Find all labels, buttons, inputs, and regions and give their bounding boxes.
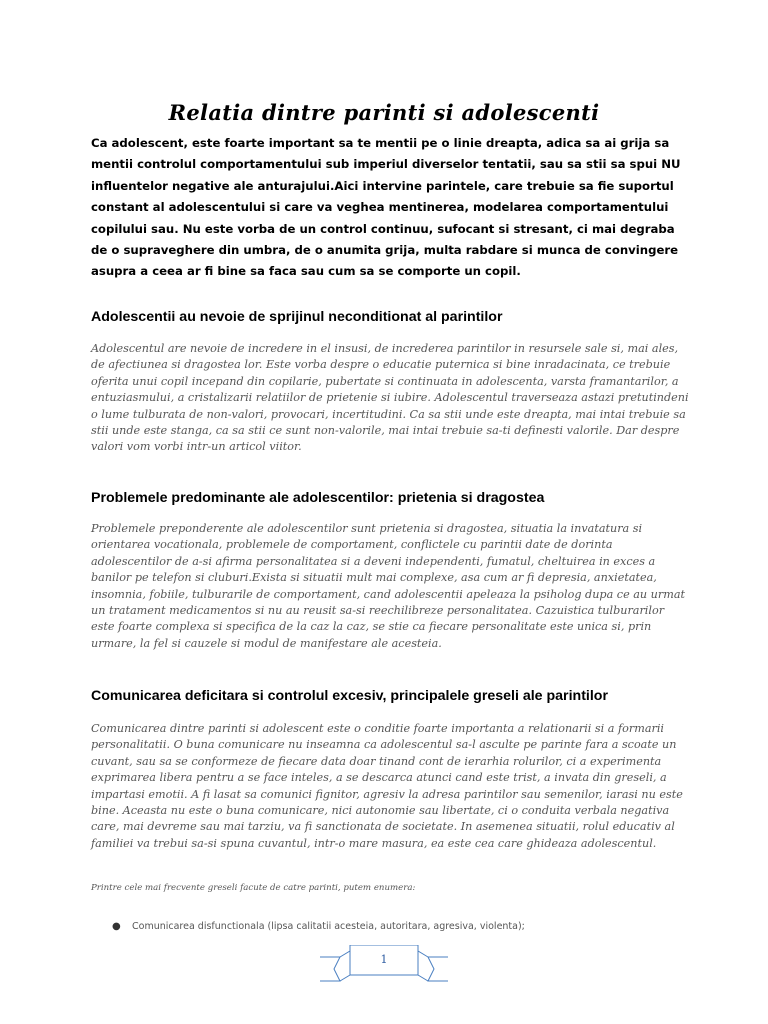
document-title: Relatia dintre parinti si adolescenti <box>168 100 600 126</box>
list-item <box>112 921 712 932</box>
intro-paragraph: Ca adolescent, este foarte important sa te mentii pe o linie dreapta, adica sa ai grija sa mentii controlul comportamentului sub imperiul diverselor tentatii, sau sa stii sa spui NU influentelor negative ale anturajului.Aici intervine parintele, care trebuie sa fie suportul constant al adolescentului si care va veghea mentinerea, modelarea comportamentului copilului sau. Nu este vorba de un control continuu, sufocant si stresant, ci mai degraba de o supraveghere din umbra, de o anumita grija, multa rabdare si munca de convingere asupra a ceea ar fi bine sa faca sau cum sa se comporte un copil. <box>91 136 681 279</box>
page-number: 1 <box>380 953 388 966</box>
list-intro: Printre cele mai frecvente greseli facute de catre parinti, putem enumera: <box>91 883 416 893</box>
section-body-communication: Comunicarea dintre parinti si adolescent este o conditie foarte importanta a relationarii si a formarii personalitatii. O buna comunicare nu inseamna ca adolescentul sa-l asculte pe parinte fara a scoate un cuvant, sau sa se conformeze de fiecare data doar tinand cont de ierarhia rolurilor, ci a experimenta exprimarea libera pentru a se face inteles, a se descarca atunci cand este trist, a invata din greseli, a impartasi emotii. A fi lasat sa comunici fignitor, agresiv la adresa parintilor sau semenilor, iarasi nu este bine. Aceasta nu este o buna comunicare, nici autonomie sau libertate, ci o conduita verbala negativa care, mai devreme sau mai tarziu, va fi sanctionata de societate. In asemenea situatii, rolul educativ al familiei va trebui sa-si spuna cuvantul, intr-o mare masura, ea este cea care ghideaza adolescentul. <box>91 722 683 850</box>
section-body-support: Adolescentul are nevoie de incredere in el insusi, de increderea parintilor in resursele sale si, mai ales, de afectiunea si dragostea lor. Este vorba despre o educatie puternica si bine inradacinata, ce trebuie oferita unui copil incepand din copilarie, pubertate si continuata in adolescenta, varsta framantarilor, a entuziasmului, a cristalizarii relatiilor de prietenie si iubire. Adolescentul traverseaza astazi pretutindeni o lume tulburata de non-valori, provocari, incertitudini. Ca sa stii unde este dreapta, mai intai trebuie sa stii unde este stanga, ca sa stii ce sunt non-valorile, mai intai trebuie sa-ti definesti valorile. Dar despre valori vom vorbi intr-un articol viitor. <box>91 342 689 454</box>
page-number-ribbon <box>316 945 452 999</box>
bullet-icon: ● <box>112 921 121 932</box>
list-item-text: Comunicarea disfunctionala (lipsa calitatii acesteia, autoritara, agresiva, violenta); <box>132 921 525 932</box>
section-heading-communication: Comunicarea deficitara si controlul excesiv, principalele greseli ale parintilor <box>91 688 608 704</box>
section-heading-support: Adolescentii au nevoie de sprijinul neconditionat al parintilor <box>91 309 503 325</box>
section-body-problems: Problemele preponderente ale adolescentilor sunt prietenia si dragostea, situatia la invatatura si orientarea vocationala, problemele de comportament, conflictele cu parintii date de dorinta adolescentilor de a-si afirma personalitatea si a deveni independenti, fumatul, cheltuirea in exces a banilor pe telefon si cluburi.Exista si situatii mult mai complexe, asa cum ar fi depresia, anxietatea, insomnia, fobiile, tulburarile de comportament, cand adolescentii apeleaza la psiholog dupa ce au urmat un tratament medicamentos si nu au reusit sa-si reechilibreze personalitatea. Cazuistica tulburarilor este foarte complexa si specifica de la caz la caz, se stie ca fiecare personalitate este unica si, prin urmare, la fel si cauzele si modul de manifestare ale acesteia. <box>91 522 686 650</box>
section-heading-problems: Problemele predominante ale adolescentilor: prietenia si dragostea <box>91 490 545 506</box>
